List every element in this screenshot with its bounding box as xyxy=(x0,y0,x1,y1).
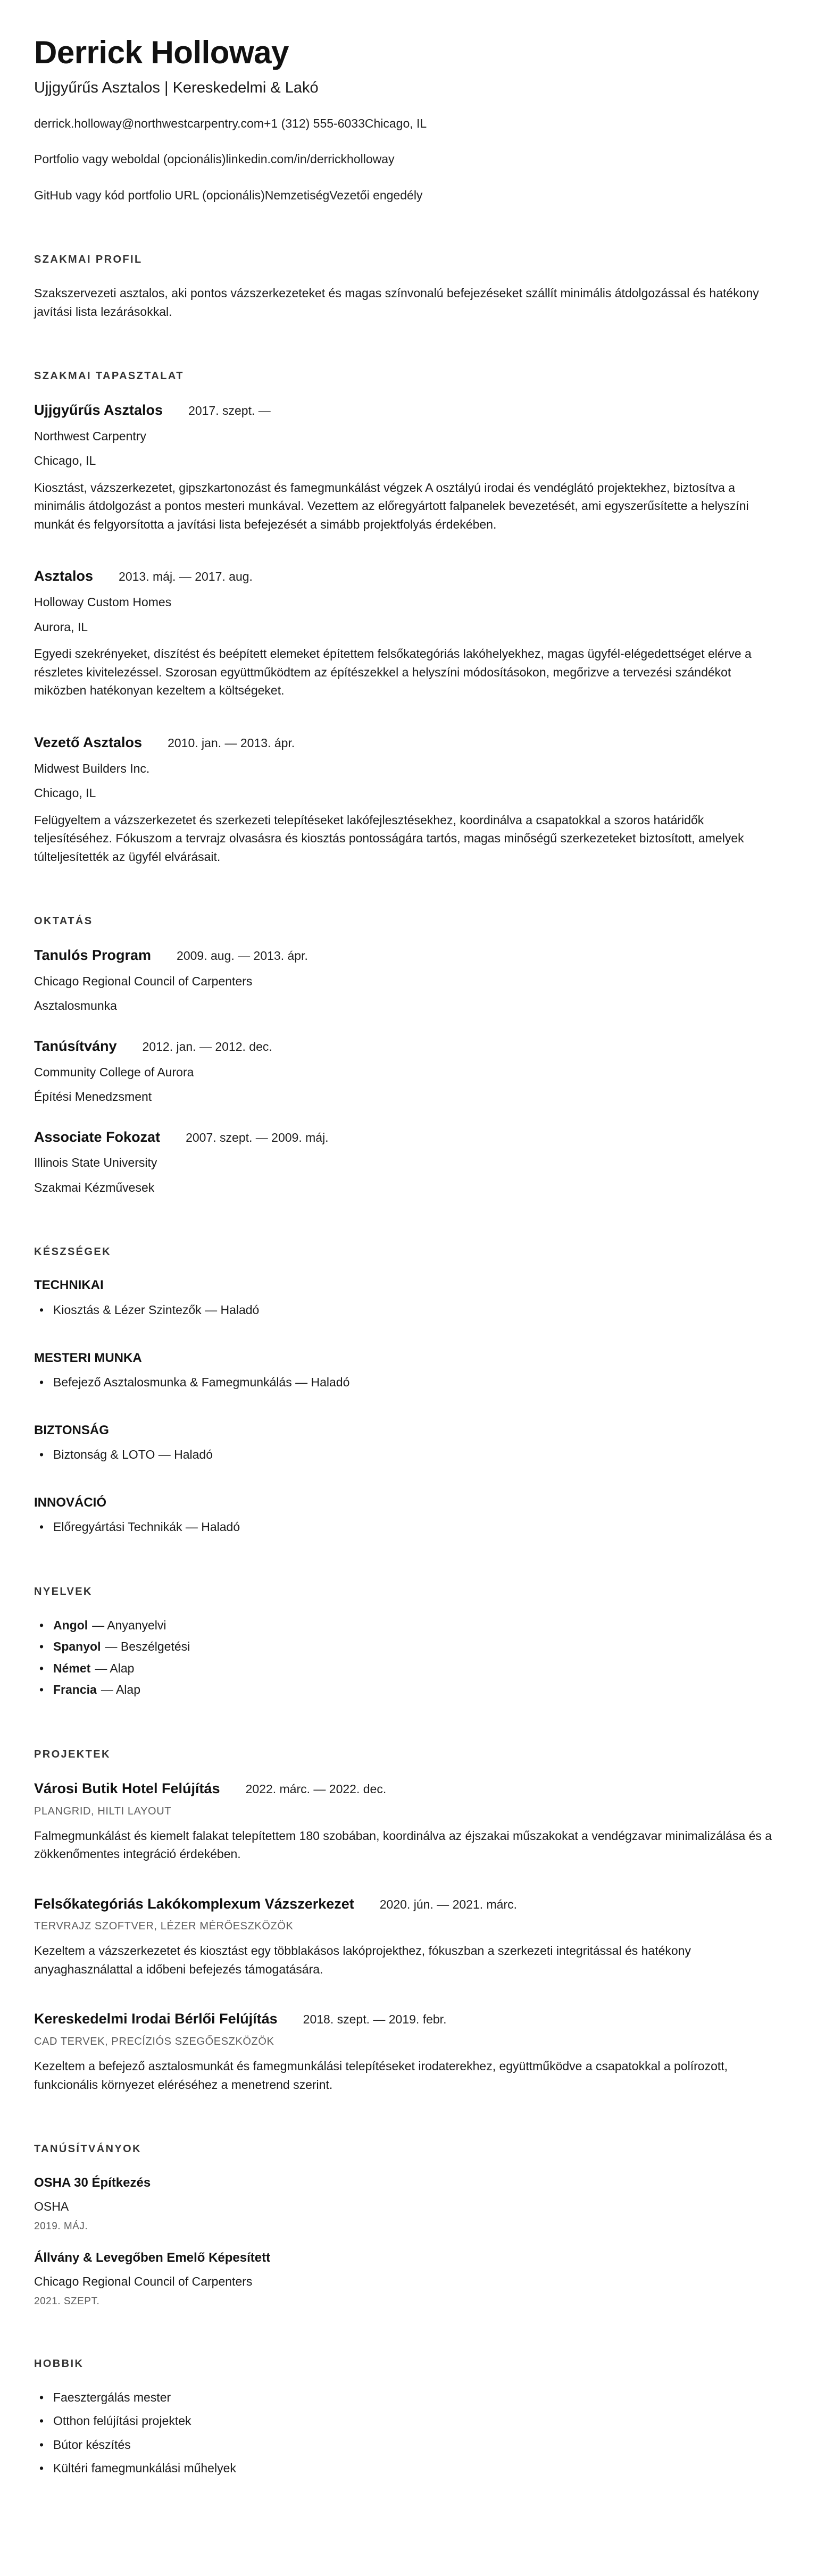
experience-item xyxy=(34,566,783,699)
education-title-row xyxy=(34,1036,783,1057)
experience-title-row xyxy=(34,733,783,753)
skill-list xyxy=(34,1301,783,1319)
hobby-item: • Kültéri famegmunkálási műhelyek xyxy=(34,2459,783,2478)
linkedin-link-text[interactable]: linkedin.com/in/derrickholloway xyxy=(226,152,395,166)
section-heading-education: OKTATÁS xyxy=(34,915,93,927)
experience-company: Holloway Custom Homes xyxy=(34,595,172,609)
project-tools: PLANGRID, HILTI LAYOUT xyxy=(34,1805,172,1817)
section-heading-hobbies: HOBBIK xyxy=(34,2357,84,2370)
section-heading-profile: SZAKMAI PROFIL xyxy=(34,254,143,266)
certification-issuer: OSHA xyxy=(34,2199,69,2214)
location-text: Chicago, IL xyxy=(364,116,427,130)
skill-group-name: BIZTONSÁG xyxy=(34,1423,109,1437)
education-school: Community College of Aurora xyxy=(34,1065,194,1079)
language-level: — Alap xyxy=(95,1661,135,1675)
section-hobbies xyxy=(34,2357,783,2478)
hobby-item: • Bútor készítés xyxy=(34,2436,783,2454)
education-title-row xyxy=(34,1127,783,1148)
certification-item xyxy=(34,2173,783,2234)
email-text[interactable]: derrick.holloway@northwestcarpentry.com xyxy=(34,116,264,130)
experience-location: Aurora, IL xyxy=(34,620,88,634)
section-education xyxy=(34,915,783,1197)
experience-location: Chicago, IL xyxy=(34,454,96,468)
skill-list xyxy=(34,1445,783,1464)
project-item xyxy=(34,2009,783,2094)
language-name: Francia xyxy=(53,1683,97,1697)
education-dates: 2009. aug. — 2013. ápr. xyxy=(177,949,308,963)
portfolio-placeholder-text: Portfolio vagy weboldal (opcionális) xyxy=(34,152,226,166)
hobby-item: • Otthon felújítási projektek xyxy=(34,2412,783,2430)
experience-description: Kiosztást, vázszerkezetet, gipszkartonozást és famegmunkálást végzek A osztályú irodai és vendéglátó projektekhez, biztosítva a minimális átdolgozást a pontos mesteri munkával. Vezettem az előregyártott falpanelek bevezetését, ami egyszerűsítette a helyszíni munkát és felgyorsította a javítási lista befejezését a simább projektfolyás érdekében. xyxy=(34,480,749,531)
project-title: Városi Butik Hotel Felújítás xyxy=(34,1780,220,1796)
language-name: Német xyxy=(53,1661,91,1675)
education-degree: Tanúsítvány xyxy=(34,1038,117,1054)
section-projects xyxy=(34,1748,783,2094)
skill-group-name: INNOVÁCIÓ xyxy=(34,1495,107,1510)
experience-dates: 2010. jan. — 2013. ápr. xyxy=(168,735,295,750)
hobby-item: • Faesztergálás mester xyxy=(34,2388,783,2407)
hobby-list xyxy=(34,2388,783,2478)
section-experience xyxy=(34,370,783,866)
language-level: — Beszélgetési xyxy=(105,1640,190,1654)
experience-title: Vezető Asztalos xyxy=(34,734,143,750)
experience-company: Midwest Builders Inc. xyxy=(34,761,150,775)
education-field: Szakmai Kézművesek xyxy=(34,1180,155,1194)
education-field: Építési Menedzsment xyxy=(34,1090,152,1104)
experience-item xyxy=(34,733,783,866)
education-dates: 2012. jan. — 2012. dec. xyxy=(142,1039,272,1053)
education-item xyxy=(34,1036,783,1106)
experience-title-row xyxy=(34,566,783,587)
skill-group xyxy=(34,1421,783,1464)
language-name: Spanyol xyxy=(53,1640,101,1654)
project-dates: 2022. márc. — 2022. dec. xyxy=(245,1782,387,1796)
certification-date: 2019. MÁJ. xyxy=(34,2221,88,2232)
certification-item xyxy=(34,2248,783,2309)
skill-item: • Befejező Asztalosmunka & Famegmunkálás — Haladó xyxy=(34,1373,783,1392)
language-item xyxy=(34,1659,783,1678)
project-dates: 2020. jún. — 2021. márc. xyxy=(379,1897,518,1911)
contact-line-3 xyxy=(34,186,783,205)
education-item xyxy=(34,1127,783,1197)
section-heading-projects: PROJEKTEK xyxy=(34,1748,111,1760)
education-field: Asztalosmunka xyxy=(34,999,117,1013)
person-job-title: Ujjgyűrűs Asztalos | Kereskedelmi & Lakó xyxy=(34,79,319,96)
education-degree: Tanulós Program xyxy=(34,947,152,964)
section-heading-languages: NYELVEK xyxy=(34,1585,93,1598)
skill-item: • Előregyártási Technikák — Haladó xyxy=(34,1518,783,1536)
skill-group xyxy=(34,1276,783,1319)
education-title-row xyxy=(34,946,783,966)
language-level: — Anyanyelvi xyxy=(92,1618,166,1632)
project-item xyxy=(34,1779,783,1863)
experience-description: Egyedi szekrényeket, díszítést és beépített elemeket építettem felsőkategóriás lakóhelyekhez, magas ügyfél-elégedettséget elérve a részletes kivitelezéssel. Szorosan együttműködtem az építészekkel a helyszíni módosításokon, megőrizve a tervezési szándékot miközben hatékonyan kezeltem a költségeket. xyxy=(34,647,752,698)
github-placeholder-text: GitHub vagy kód portfolio URL (opcionális) xyxy=(34,188,265,202)
education-degree: Associate Fokozat xyxy=(34,1128,161,1145)
profile-summary-text: Szakszervezeti asztalos, aki pontos vázszerkezeteket és magas színvonalú befejezéseket szállít minimális átdolgozással és hatékony javítási lista lezárásokkal. xyxy=(34,286,759,319)
certification-issuer: Chicago Regional Council of Carpenters xyxy=(34,2274,253,2289)
education-dates: 2007. szept. — 2009. máj. xyxy=(186,1130,329,1144)
certification-date: 2021. SZEPT. xyxy=(34,2296,100,2307)
experience-dates: 2017. szept. — xyxy=(188,404,271,418)
language-level: — Alap xyxy=(101,1683,140,1697)
section-certifications xyxy=(34,2143,783,2309)
experience-location: Chicago, IL xyxy=(34,786,96,800)
education-school: Chicago Regional Council of Carpenters xyxy=(34,974,253,988)
project-title: Felsőkategóriás Lakókomplexum Vázszerkezet xyxy=(34,1895,354,1912)
contact-block xyxy=(34,114,783,205)
project-title-row xyxy=(34,1894,783,1914)
education-item xyxy=(34,946,783,1015)
experience-description: Felügyeltem a vázszerkezetet és szerkezeti telepítéseket lakófejlesztésekhez, koordinálva a csapatokkal a szoros határidők teljesítéséhez. Fókuszom a tervrajz olvasásra és kiosztás pontosságára tartós, magas minőségű szerkezeteket biztosított, amelyek túlteljesítették az ügyfél elvárásait. xyxy=(34,813,744,864)
language-item xyxy=(34,1616,783,1635)
section-heading-certifications: TANÚSÍTVÁNYOK xyxy=(34,2143,141,2155)
project-dates: 2018. szept. — 2019. febr. xyxy=(303,2012,447,2027)
language-item xyxy=(34,1637,783,1656)
language-name: Angol xyxy=(53,1618,88,1632)
certification-title: OSHA 30 Építkezés xyxy=(34,2176,151,2190)
nationality-placeholder-text: Nemzetiség xyxy=(264,188,330,202)
language-item xyxy=(34,1680,783,1699)
experience-title: Ujjgyűrűs Asztalos xyxy=(34,402,163,419)
project-description: Falmegmunkálást és kiemelt falakat telepítettem 180 szobában, koordinálva az éjszakai műszakokat a vendégzavar minimalizálása és a zökkenőmentes integráció érdekében. xyxy=(34,1828,772,1861)
section-heading-experience: SZAKMAI TAPASZTALAT xyxy=(34,370,184,382)
section-languages xyxy=(34,1585,783,1699)
section-skills xyxy=(34,1245,783,1536)
experience-title-row xyxy=(34,400,783,421)
skill-list xyxy=(34,1518,783,1536)
education-school: Illinois State University xyxy=(34,1156,157,1170)
project-tools: TERVRAJZ SZOFTVER, LÉZER MÉRŐESZKÖZÖK xyxy=(34,1920,294,1933)
project-tools: CAD TERVEK, PRECÍZIÓS SZEGŐESZKÖZÖK xyxy=(34,2036,274,2048)
project-title-row xyxy=(34,2009,783,2029)
skill-list xyxy=(34,1373,783,1392)
project-title: Kereskedelmi Irodai Bérlői Felújítás xyxy=(34,2011,278,2027)
project-title-row xyxy=(34,1779,783,1799)
experience-item xyxy=(34,400,783,533)
phone-text: +1 (312) 555-6033 xyxy=(263,116,365,130)
contact-line-1 xyxy=(34,114,783,133)
skill-item: • Kiosztás & Lézer Szintezők — Haladó xyxy=(34,1301,783,1319)
skill-item: • Biztonság & LOTO — Haladó xyxy=(34,1445,783,1464)
certification-title: Állvány & Levegőben Emelő Képesített xyxy=(34,2251,271,2265)
section-heading-skills: KÉSZSÉGEK xyxy=(34,1246,111,1258)
section-profile xyxy=(34,253,783,321)
project-item xyxy=(34,1894,783,1979)
project-description: Kezeltem a vázszerkezetet és kiosztást egy többlakásos lakóprojekthez, fókuszban a szerkezeti integritással és hatékony anyaghasználattal a időbeni befejezés támogatására. xyxy=(34,1944,691,1976)
license-placeholder-text: Vezetői engedély xyxy=(329,188,423,202)
person-name: Derrick Holloway xyxy=(34,35,289,70)
project-description: Kezeltem a befejező asztalosmunkát és famegmunkálási telepítéseket irodaterekhez, együttműködve a csapatokkal a polírozott, funkcionális környezet eléréséhez a menetrend szerint. xyxy=(34,2059,728,2092)
experience-dates: 2013. máj. — 2017. aug. xyxy=(119,570,253,584)
language-list xyxy=(34,1616,783,1699)
contact-line-2 xyxy=(34,150,783,169)
skill-group-name: MESTERI MUNKA xyxy=(34,1350,142,1365)
resume-header xyxy=(34,34,783,204)
experience-company: Northwest Carpentry xyxy=(34,429,146,443)
skill-group-name: TECHNIKAI xyxy=(34,1278,104,1293)
skill-group xyxy=(34,1349,783,1392)
skill-group xyxy=(34,1494,783,1536)
experience-title: Asztalos xyxy=(34,568,94,584)
